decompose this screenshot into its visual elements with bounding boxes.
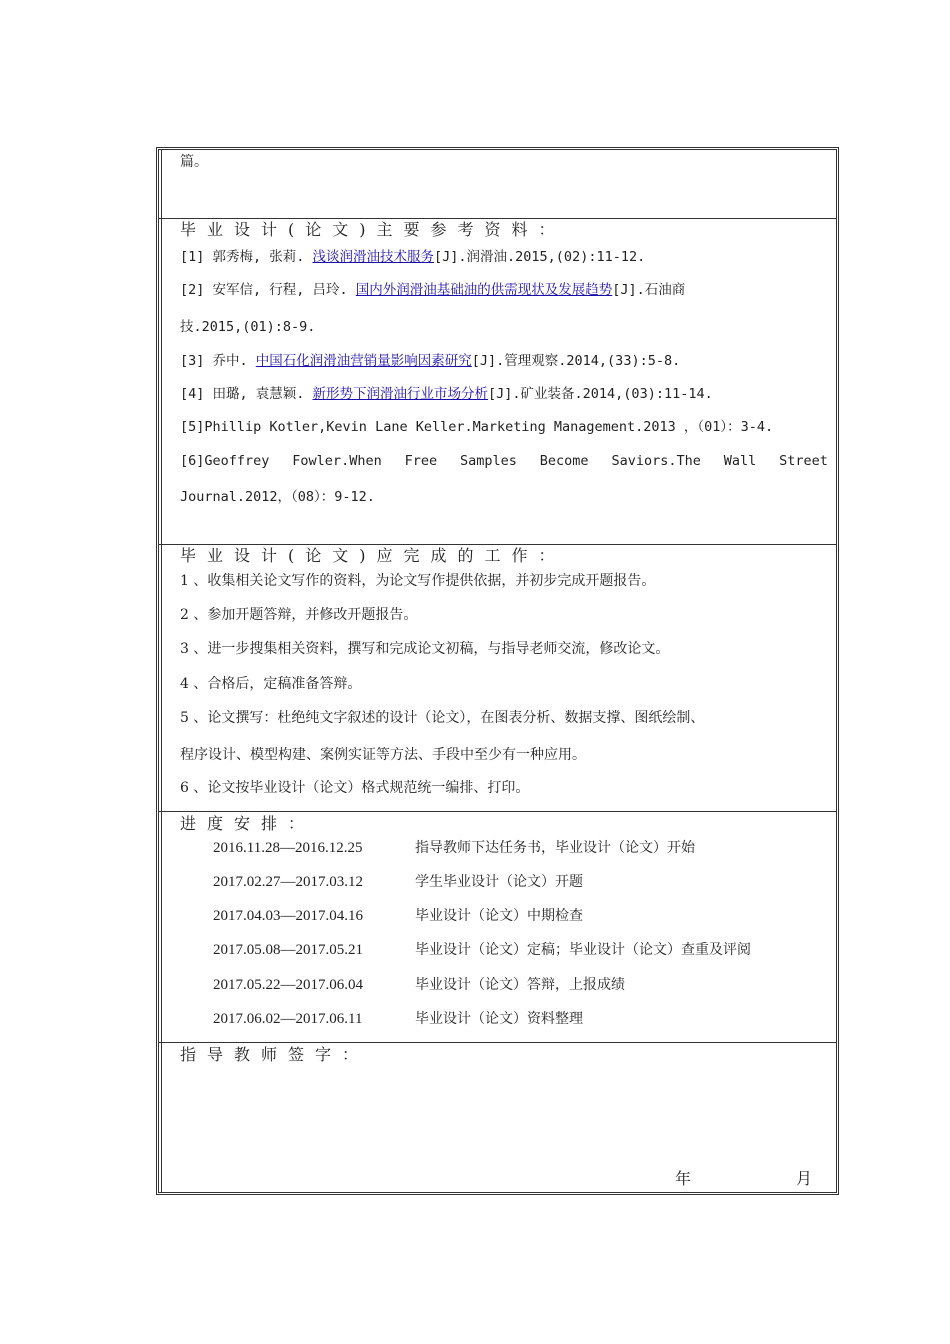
- reference-4: [180, 385, 713, 403]
- reference-6-word: [6]Geoffrey: [180, 453, 270, 469]
- row-divider: [159, 1042, 836, 1043]
- reference-6-word: Wall: [723, 453, 757, 469]
- reference-2-source: [J].石油商: [612, 282, 686, 298]
- reference-3: [180, 352, 680, 370]
- reference-6-word: Become: [539, 453, 589, 469]
- schedule-task: 指导教师下达任务书，毕业设计（论文）开始: [415, 840, 695, 856]
- schedule-task: 毕业设计（论文）答辩，上报成绩: [415, 977, 625, 993]
- work-item: 6 、论文按毕业设计（论文）格式规范统一编排、打印。: [180, 780, 530, 796]
- schedule-task: 毕业设计（论文）中期检查: [415, 908, 583, 924]
- work-item: 3 、进一步搜集相关资料，撰写和完成论文初稿，与指导老师交流，修改论文。: [180, 641, 670, 657]
- previous-section-tail: 篇。: [180, 154, 208, 170]
- reference-6-word: Samples: [460, 453, 517, 469]
- schedule-dates: 2017.04.03—2017.04.16: [213, 908, 363, 924]
- work-item-continuation: 程序设计、模型构建、案例实证等方法、手段中至少有一种应用。: [180, 747, 586, 763]
- inner-left-border: [161, 150, 162, 1192]
- schedule-task: 毕业设计（论文）资料整理: [415, 1011, 583, 1027]
- reference-3-source: [J].管理观察.2014,(33):5-8.: [471, 353, 681, 369]
- reference-1-source: [J].润滑油.2015,(02):11-12.: [434, 249, 646, 265]
- signature-heading: 指导教师签字：: [180, 1045, 370, 1064]
- row-divider: [159, 544, 836, 545]
- work-heading: 毕业设计(论文)应完成的工作：: [180, 546, 566, 565]
- work-item: 1 、收集相关论文写作的资料，为论文写作提供依据，并初步完成开题报告。: [180, 573, 656, 589]
- row-divider: [159, 811, 836, 812]
- reference-4-authors: [4] 田璐, 袁慧颖.: [180, 386, 313, 402]
- work-item: 4 、合格后，定稿准备答辩。: [180, 676, 362, 692]
- reference-6-continuation: Journal.2012，（08）：9-12.: [180, 489, 375, 505]
- reference-2: [180, 281, 685, 299]
- schedule-dates: 2017.02.27—2017.03.12: [213, 874, 363, 890]
- schedule-task: 毕业设计（论文）定稿；毕业设计（论文）查重及评阅: [415, 942, 751, 958]
- schedule-dates: 2016.11.28—2016.12.25: [213, 840, 363, 856]
- references-heading: 毕业设计(论文)主要参考资料：: [180, 220, 566, 239]
- reference-1: [180, 248, 645, 266]
- row-divider: [159, 218, 836, 219]
- signature-year-label: 年: [675, 1169, 692, 1188]
- proposal-form-table: [156, 147, 839, 1195]
- reference-3-authors: [3] 乔中.: [180, 353, 256, 369]
- reference-4-source: [J].矿业装备.2014,(03):11-14.: [488, 386, 713, 402]
- reference-2-continuation: 技.2015,(01):8-9.: [180, 319, 316, 335]
- schedule-dates: 2017.05.08—2017.05.21: [213, 942, 363, 958]
- work-item: 2 、参加开题答辩，并修改开题报告。: [180, 607, 418, 623]
- reference-2-authors: [2] 安军信, 行程, 吕玲.: [180, 282, 356, 298]
- signature-month-label: 月: [796, 1169, 813, 1188]
- work-item: 5 、论文撰写：杜绝纯文字叙述的设计（论文），在图表分析、数据支撑、图纸绘制、: [180, 710, 705, 726]
- reference-1-title-link[interactable]: 浅谈润滑油技术服务: [312, 249, 435, 265]
- reference-3-title-link[interactable]: 中国石化润滑油营销量影响因素研究: [255, 353, 472, 369]
- reference-4-title-link[interactable]: 新形势下润滑油行业市场分析: [312, 386, 489, 402]
- schedule-dates: 2017.05.22—2017.06.04: [213, 977, 363, 993]
- schedule-heading: 进度安排：: [180, 814, 316, 833]
- schedule-task: 学生毕业设计（论文）开题: [415, 874, 583, 890]
- reference-2-title-link[interactable]: 国内外润滑油基础油的供需现状及发展趋势: [355, 282, 613, 298]
- reference-6-word: Fowler.When: [292, 453, 382, 469]
- reference-6-word: Saviors.The: [611, 453, 701, 469]
- reference-1-authors: [1] 郭秀梅, 张莉.: [180, 249, 313, 265]
- schedule-dates: 2017.06.02—2017.06.11: [213, 1011, 363, 1027]
- reference-6-word: Street: [779, 453, 828, 469]
- reference-6: [180, 452, 828, 470]
- reference-6-word: Free: [404, 453, 438, 469]
- reference-5: [5]Phillip Kotler,Kevin Lane Keller.Marketing Management.2013 ，（01）：3-4.: [180, 419, 774, 435]
